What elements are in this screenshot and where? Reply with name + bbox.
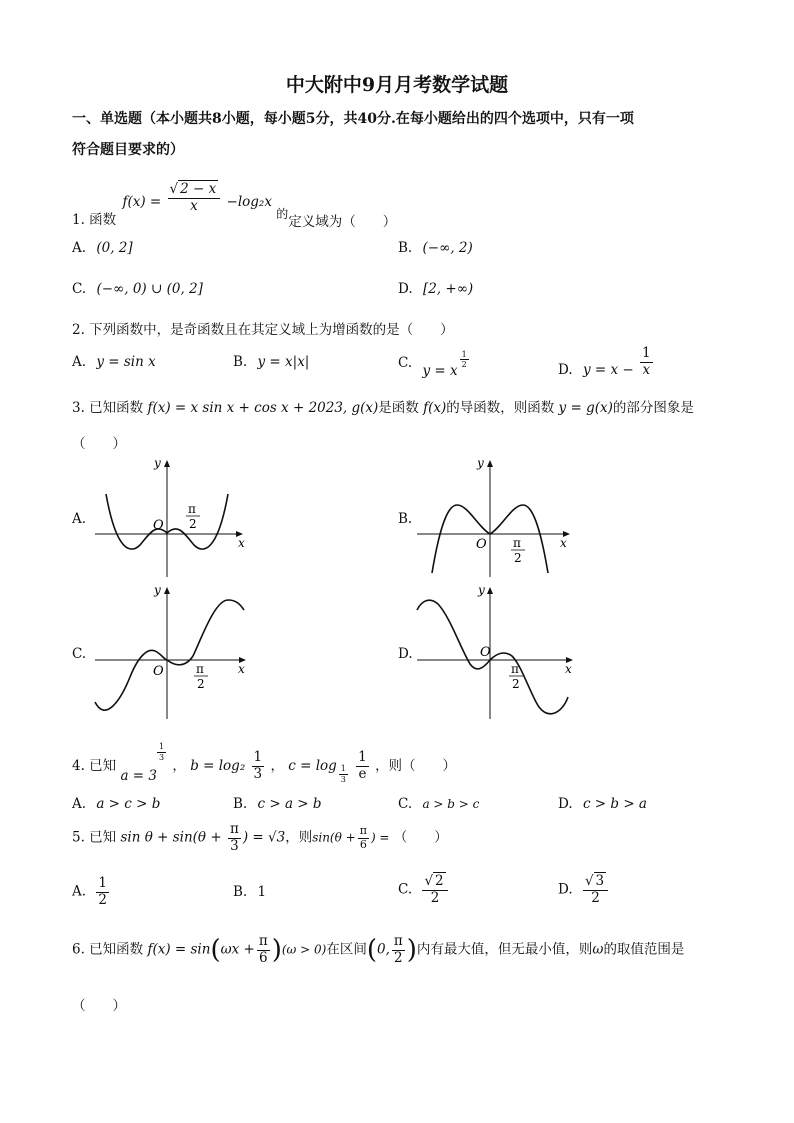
- q5-option-d: D. $\frac{√ 3}{2}$: [558, 874, 610, 906]
- q1-option-c: C. (−∞, 0) ∪ (0, 2]: [72, 281, 203, 297]
- y-label: y: [154, 456, 161, 470]
- y-axis-arrow: [164, 587, 170, 594]
- q1-denominator: x: [190, 197, 198, 214]
- q3-option-a-label: A.: [72, 511, 87, 527]
- question-6-stem: 6. 已知函数 f(x) = sin(ωx + $\frac{\pi}{6}$ )(ω > 0)在区间(0, $\frac{\pi}{2}$ )内有最大值，但无最小值，则ω的取值范围是: [72, 933, 685, 966]
- question-3-stem: 3. 已知函数 f(x) = x sin x + cos x + 2023, g(x)是函数 f(x)的导函数，则函数 y = g(x)的部分图象是: [72, 400, 694, 416]
- pi-label: π: [196, 662, 204, 676]
- q5-option-c: C. $\frac{√ 2}{2}$: [398, 874, 450, 906]
- q1-function: f(x) =: [122, 193, 162, 210]
- y-axis-arrow: [164, 460, 170, 467]
- x-label: x: [565, 662, 572, 676]
- q1-option-b: B. (−∞, 2): [398, 240, 473, 256]
- q3-graph-d: [412, 582, 577, 722]
- q2-option-a: A. y = sin x: [72, 354, 156, 370]
- y-axis-arrow: [487, 460, 493, 467]
- two-label: 2: [514, 551, 522, 565]
- question-3-paren: （ ）: [72, 436, 126, 452]
- q4-option-b: B. c > a > b: [233, 796, 322, 812]
- q2-d-fraction: $\frac{1}{x}$: [641, 345, 651, 378]
- x-label: x: [238, 536, 245, 550]
- q2-c-exponent: $\frac{1}{2}$: [461, 350, 467, 370]
- q6-pi-over-6: $\frac{\pi}{6}$: [258, 933, 268, 966]
- q3-option-b-label: B.: [398, 511, 413, 527]
- x-label: x: [238, 662, 245, 676]
- curve: [417, 600, 568, 714]
- section-header-line1: 一、单选题（本小题共8小题，每小题5分，共40分.在每小题给出的四个选项中，只有一项: [72, 111, 634, 127]
- q4-c-base: $\frac{1}{3}$: [340, 764, 346, 784]
- y-label: y: [154, 583, 161, 597]
- pi-label: π: [511, 662, 519, 676]
- q3-graph-a: [90, 455, 250, 580]
- q1-sqrt: 2 − x: [180, 181, 217, 197]
- section-header-line2: 符合题目要求的）: [72, 142, 184, 158]
- q1-de: 的: [276, 206, 289, 221]
- q2-option-b: B. y = x|x|: [233, 354, 310, 370]
- y-axis-arrow: [487, 587, 493, 594]
- two-label: 2: [197, 677, 205, 691]
- q3-option-c-label: C.: [72, 646, 87, 662]
- q5-option-b: B. 1: [233, 884, 267, 900]
- curve: [95, 600, 244, 710]
- question-2-stem: 2. 下列函数中，是奇函数且在其定义域上为增函数的是（ ）: [72, 322, 454, 338]
- q1-option-a: A. (0, 2]: [72, 240, 133, 256]
- origin-label: O: [480, 645, 491, 660]
- y-label: y: [478, 583, 485, 597]
- q5-pi-over-3: $\frac{\pi}{3}$: [229, 821, 239, 854]
- q4-option-a: A. a > c > b: [72, 796, 161, 812]
- origin-label: O: [153, 664, 164, 679]
- q5-option-a: A. $\frac{1}{2}$: [72, 875, 107, 908]
- q4-c-fraction: $\frac{1}{e}$: [358, 749, 367, 782]
- origin-label: O: [153, 518, 164, 533]
- q1-fraction: $\frac{√ 2 - x}{x}$: [168, 182, 221, 214]
- question-1: [72, 172, 397, 230]
- page-title: 中大附中9月月考数学试题: [285, 74, 509, 96]
- q3-graph-b: [412, 455, 577, 580]
- question-6-paren: （ ）: [72, 998, 126, 1014]
- question-5-stem: 5. 已知 sin θ + sin(θ + $\frac{\pi}{3}$ ) = √3，则sin(θ + $\frac{\pi}{6}$ ) = （ ）: [72, 821, 448, 854]
- two-label: 2: [189, 517, 197, 531]
- q3-option-d-label: D.: [398, 646, 413, 662]
- q4-a-exponent: $\frac{1}{3}$: [159, 742, 165, 762]
- q5-pi-over-6: $\frac{\pi}{6}$: [359, 823, 367, 851]
- q1-tail: 定义域为（ ）: [288, 213, 397, 230]
- q4-b-fraction: $\frac{1}{3}$: [253, 749, 263, 782]
- two-label: 2: [512, 677, 520, 691]
- pi-label: π: [188, 502, 196, 516]
- q4-option-c: C. a > b > c: [398, 796, 480, 812]
- q4-option-d: D. c > b > a: [558, 796, 647, 812]
- question-4-stem: 4. 已知 a = 3 $\frac{1}{3}$ ， b = log₂ $\frac{1}{3}$ ， c = log $\frac{1}{3}$ $\frac{1}{e}$ ，则（ ）: [72, 742, 457, 784]
- x-label: x: [560, 536, 567, 550]
- q6-pi-over-2: $\frac{\pi}{2}$: [393, 933, 403, 966]
- q1-number: 1. 函数: [72, 211, 117, 228]
- origin-label: O: [476, 537, 487, 552]
- pi-label: π: [513, 536, 521, 550]
- q1-option-d: D. [2, +∞): [398, 281, 474, 297]
- q2-option-c: C. y = x $\frac{1}{2}$: [398, 350, 467, 380]
- q3-graph-c: [90, 582, 255, 722]
- q2-option-d: D. y = x − $\frac{1}{x}$: [558, 345, 651, 378]
- q1-log: −log₂x: [226, 193, 272, 210]
- y-label: y: [477, 456, 484, 470]
